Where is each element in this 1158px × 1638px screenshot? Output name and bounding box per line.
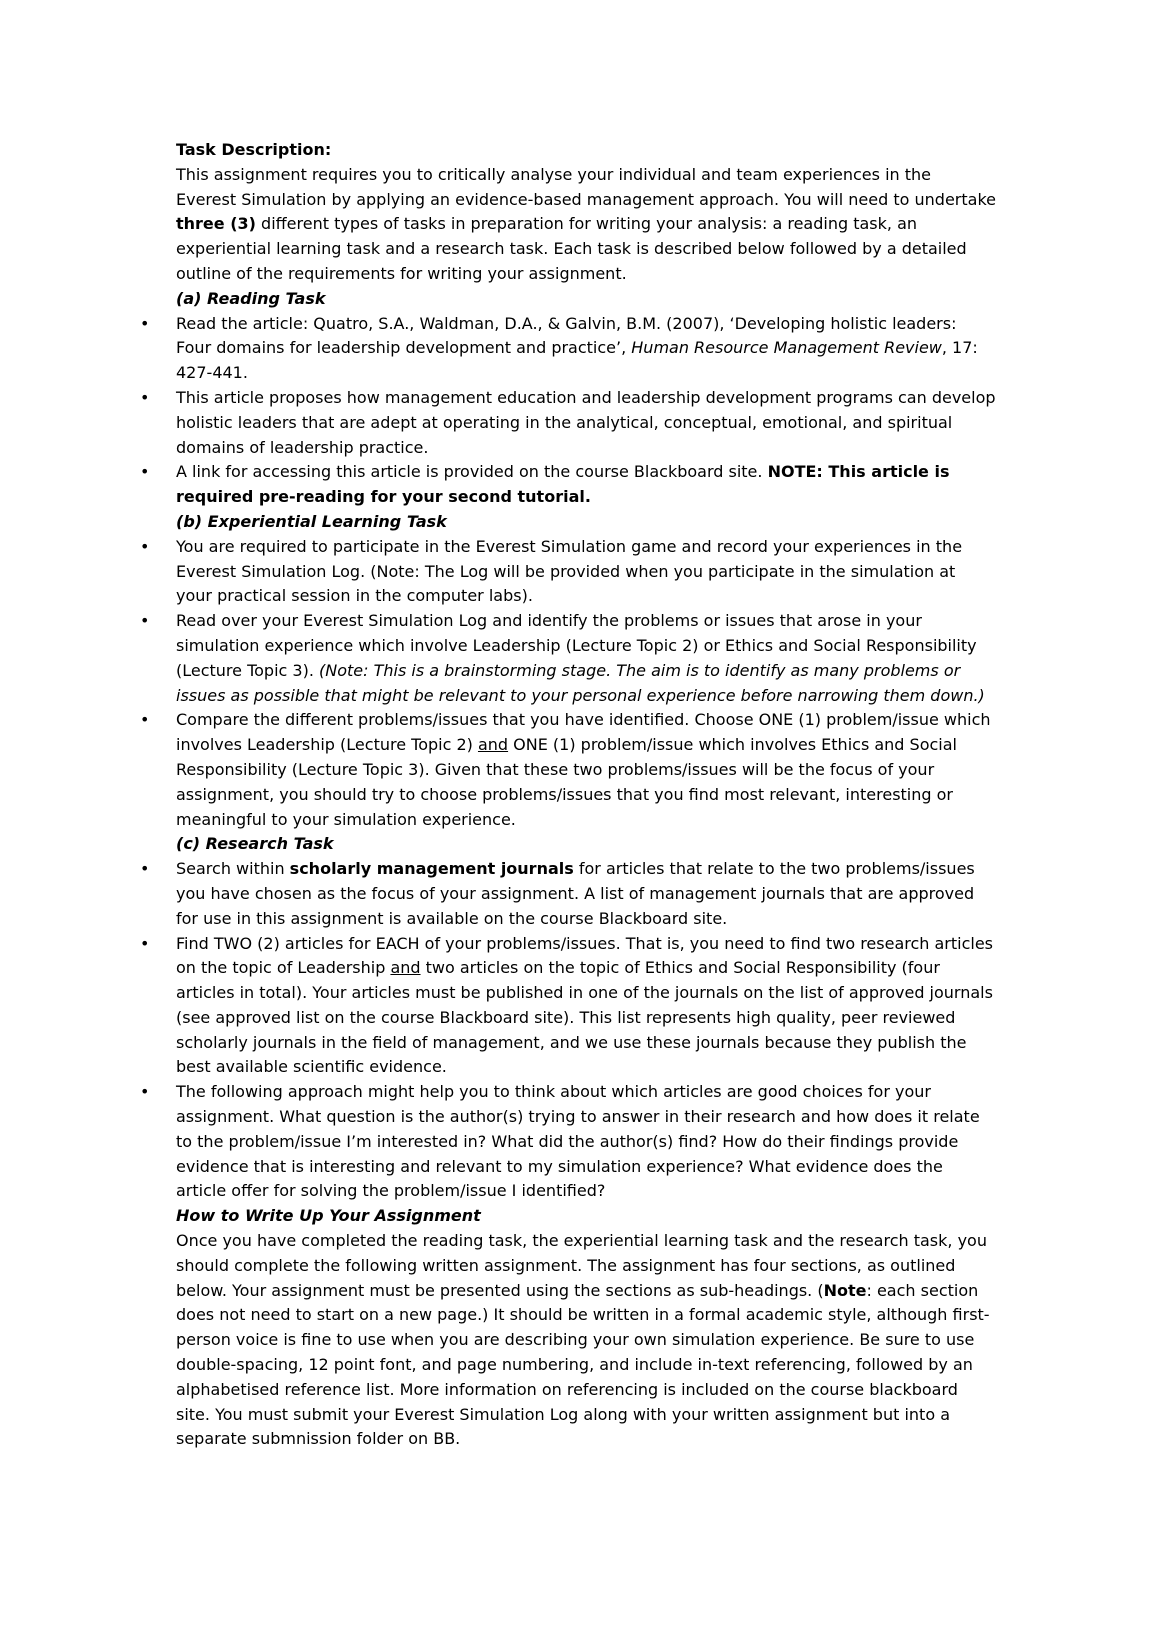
reading-item1-journal: Human Resource Management Review [631,338,942,358]
document-page [140,138,996,1452]
bullet-icon: • [140,1082,150,1102]
bullet-icon: • [140,859,150,879]
list-item [140,386,996,460]
write-up-text2: : each section does not need to start on a new page.) It should be written in a formal academic style, although first-person voice is fine to use when you are describing your own simulation experience. Be sure to use double-spacing, 12 point font, and page numbering, and include in-text referencing, followed by an alphabetised reference list. More information on referencing is included on the course blackboard site. You must submit your Everest Simulation Log along with your written assignment but into a separate submnission folder on BB. [176,1280,990,1449]
reading-item2-text: This article proposes how management education and leadership development programs can develop holistic leaders that are adept at operating in the analytical, conceptual, emotional, and spiritual domains of leadership practice. [176,387,996,457]
research-item1-text2: for articles that relate to the two problems/issues you have chosen as the focus of your assignment. A list of management journals that are approved for use in this assignment is available on the course Blackboard site. [176,859,975,928]
research-item2-underline: and [390,958,421,978]
reading-task-list [140,312,996,510]
list-item [140,535,996,609]
experiential-item2-note: (Note: This is a brainstorming stage. The aim is to identify as many problems or issues as possible that might be relevant to your personal experience before narrowing them down.) [176,660,985,705]
list-item [140,312,996,386]
list-item [140,857,996,931]
bullet-icon: • [140,933,150,953]
experiential-task-list [140,535,996,833]
research-item2-text2: two articles on the topic of Ethics and Social Responsibility (four articles in total). Your articles must be published in one of the journals on the list of approved journals (see approved list on the course Blackboard site). This list represents high quality, peer reviewed scholarly journals in the field of management, and we use these journals because they publish the best available scientific evidence. [176,958,993,1077]
research-item3-text: The following approach might help you to think about which articles are good choices for your assignment. What question is the author(s) trying to answer in their research and how does it relate to the problem/issue I’m interested in? What did the author(s) find? How do their findings provide evidence that is interesting and relevant to my simulation experience? What evidence does the article offer for solving the problem/issue I identified? [176,1082,980,1201]
intro-text-2: different types of tasks in preparation for writing your analysis: a reading task, an experiential learning task and a research task. Each task is described below followed by a detailed outline of the requirements for writing your assignment. [176,214,967,283]
reading-item1-text: Read the article: Quatro, S.A., Waldman, D.A., & Galvin, B.M. (2007), ‘Developing holistic leaders: Four domains for leadership development and practice’, [176,313,957,358]
experiential-item3-text2: ONE (1) problem/issue which involves Ethics and Social Responsibility (Lecture Topic 3). Given that these two problems/issues will be the focus of your assignment, you should try to choose problems/issues that you find most relevant, interesting or meaningful to your simulation experience. [176,735,957,829]
list-item [140,1080,996,1204]
write-up-paragraph [176,1229,996,1452]
reading-item3-note: NOTE: This article is required pre-reading for your second tutorial. [176,462,950,507]
experiential-item1-text: You are required to participate in the Everest Simulation game and record your experiences in the Everest Simulation Log. (Note: The Log will be provided when you participate in the simulation at your practical session in the computer labs). [176,536,963,606]
reading-task-heading: (a) Reading Task [176,288,326,308]
reading-item1-end: , 17: 427-441. [176,338,978,383]
list-item [140,460,996,510]
research-task-heading: (c) Research Task [176,834,334,854]
list-item [140,932,996,1081]
write-up-heading: How to Write Up Your Assignment [176,1206,481,1226]
list-item [140,609,996,708]
bullet-icon: • [140,313,150,333]
task-description-intro [176,163,996,287]
research-item1-text1: Search within [176,859,290,879]
intro-text-1: This assignment requires you to critically analyse your individual and team experiences in the Everest Simulation by applying an evidence-based management approach. You will need to undertake [176,164,996,209]
bullet-icon: • [140,710,150,730]
bullet-icon: • [140,387,150,407]
research-item1-bold: scholarly management journals [289,859,574,879]
experiential-item2-text: Read over your Everest Simulation Log and identify the problems or issues that arose in your simulation experience which involve Leadership (Lecture Topic 2) or Ethics and Social Responsibility (Lecture Topic 3). [176,611,977,680]
bullet-icon: • [140,611,150,631]
write-up-text1: Once you have completed the reading task, the experiential learning task and the research task, you should complete the following written assignment. The assignment has four sections, as outlined below. Your assignment must be presented using the sections as sub-headings. ( [176,1231,987,1300]
list-item [140,708,996,832]
research-task-list [140,857,996,1204]
reading-item3-text: A link for accessing this article is provided on the course Blackboard site. [176,462,768,482]
experiential-item3-underline: and [477,735,509,755]
experiential-task-heading: (b) Experiential Learning Task [176,511,447,531]
task-description-heading: Task Description: [176,140,332,159]
experiential-item3-text1: Compare the different problems/issues that you have identified. Choose ONE (1) problem/issue which involves Leadership (Lecture Topic 2) [176,710,991,755]
research-item2-text1: Find TWO (2) articles for EACH of your problems/issues. That is, you need to find two research articles on the topic of Leadership [176,933,994,978]
bullet-icon: • [140,536,150,556]
intro-bold-count: three (3) [176,214,256,234]
bullet-icon: • [140,462,150,482]
write-up-note: Note [823,1280,867,1300]
